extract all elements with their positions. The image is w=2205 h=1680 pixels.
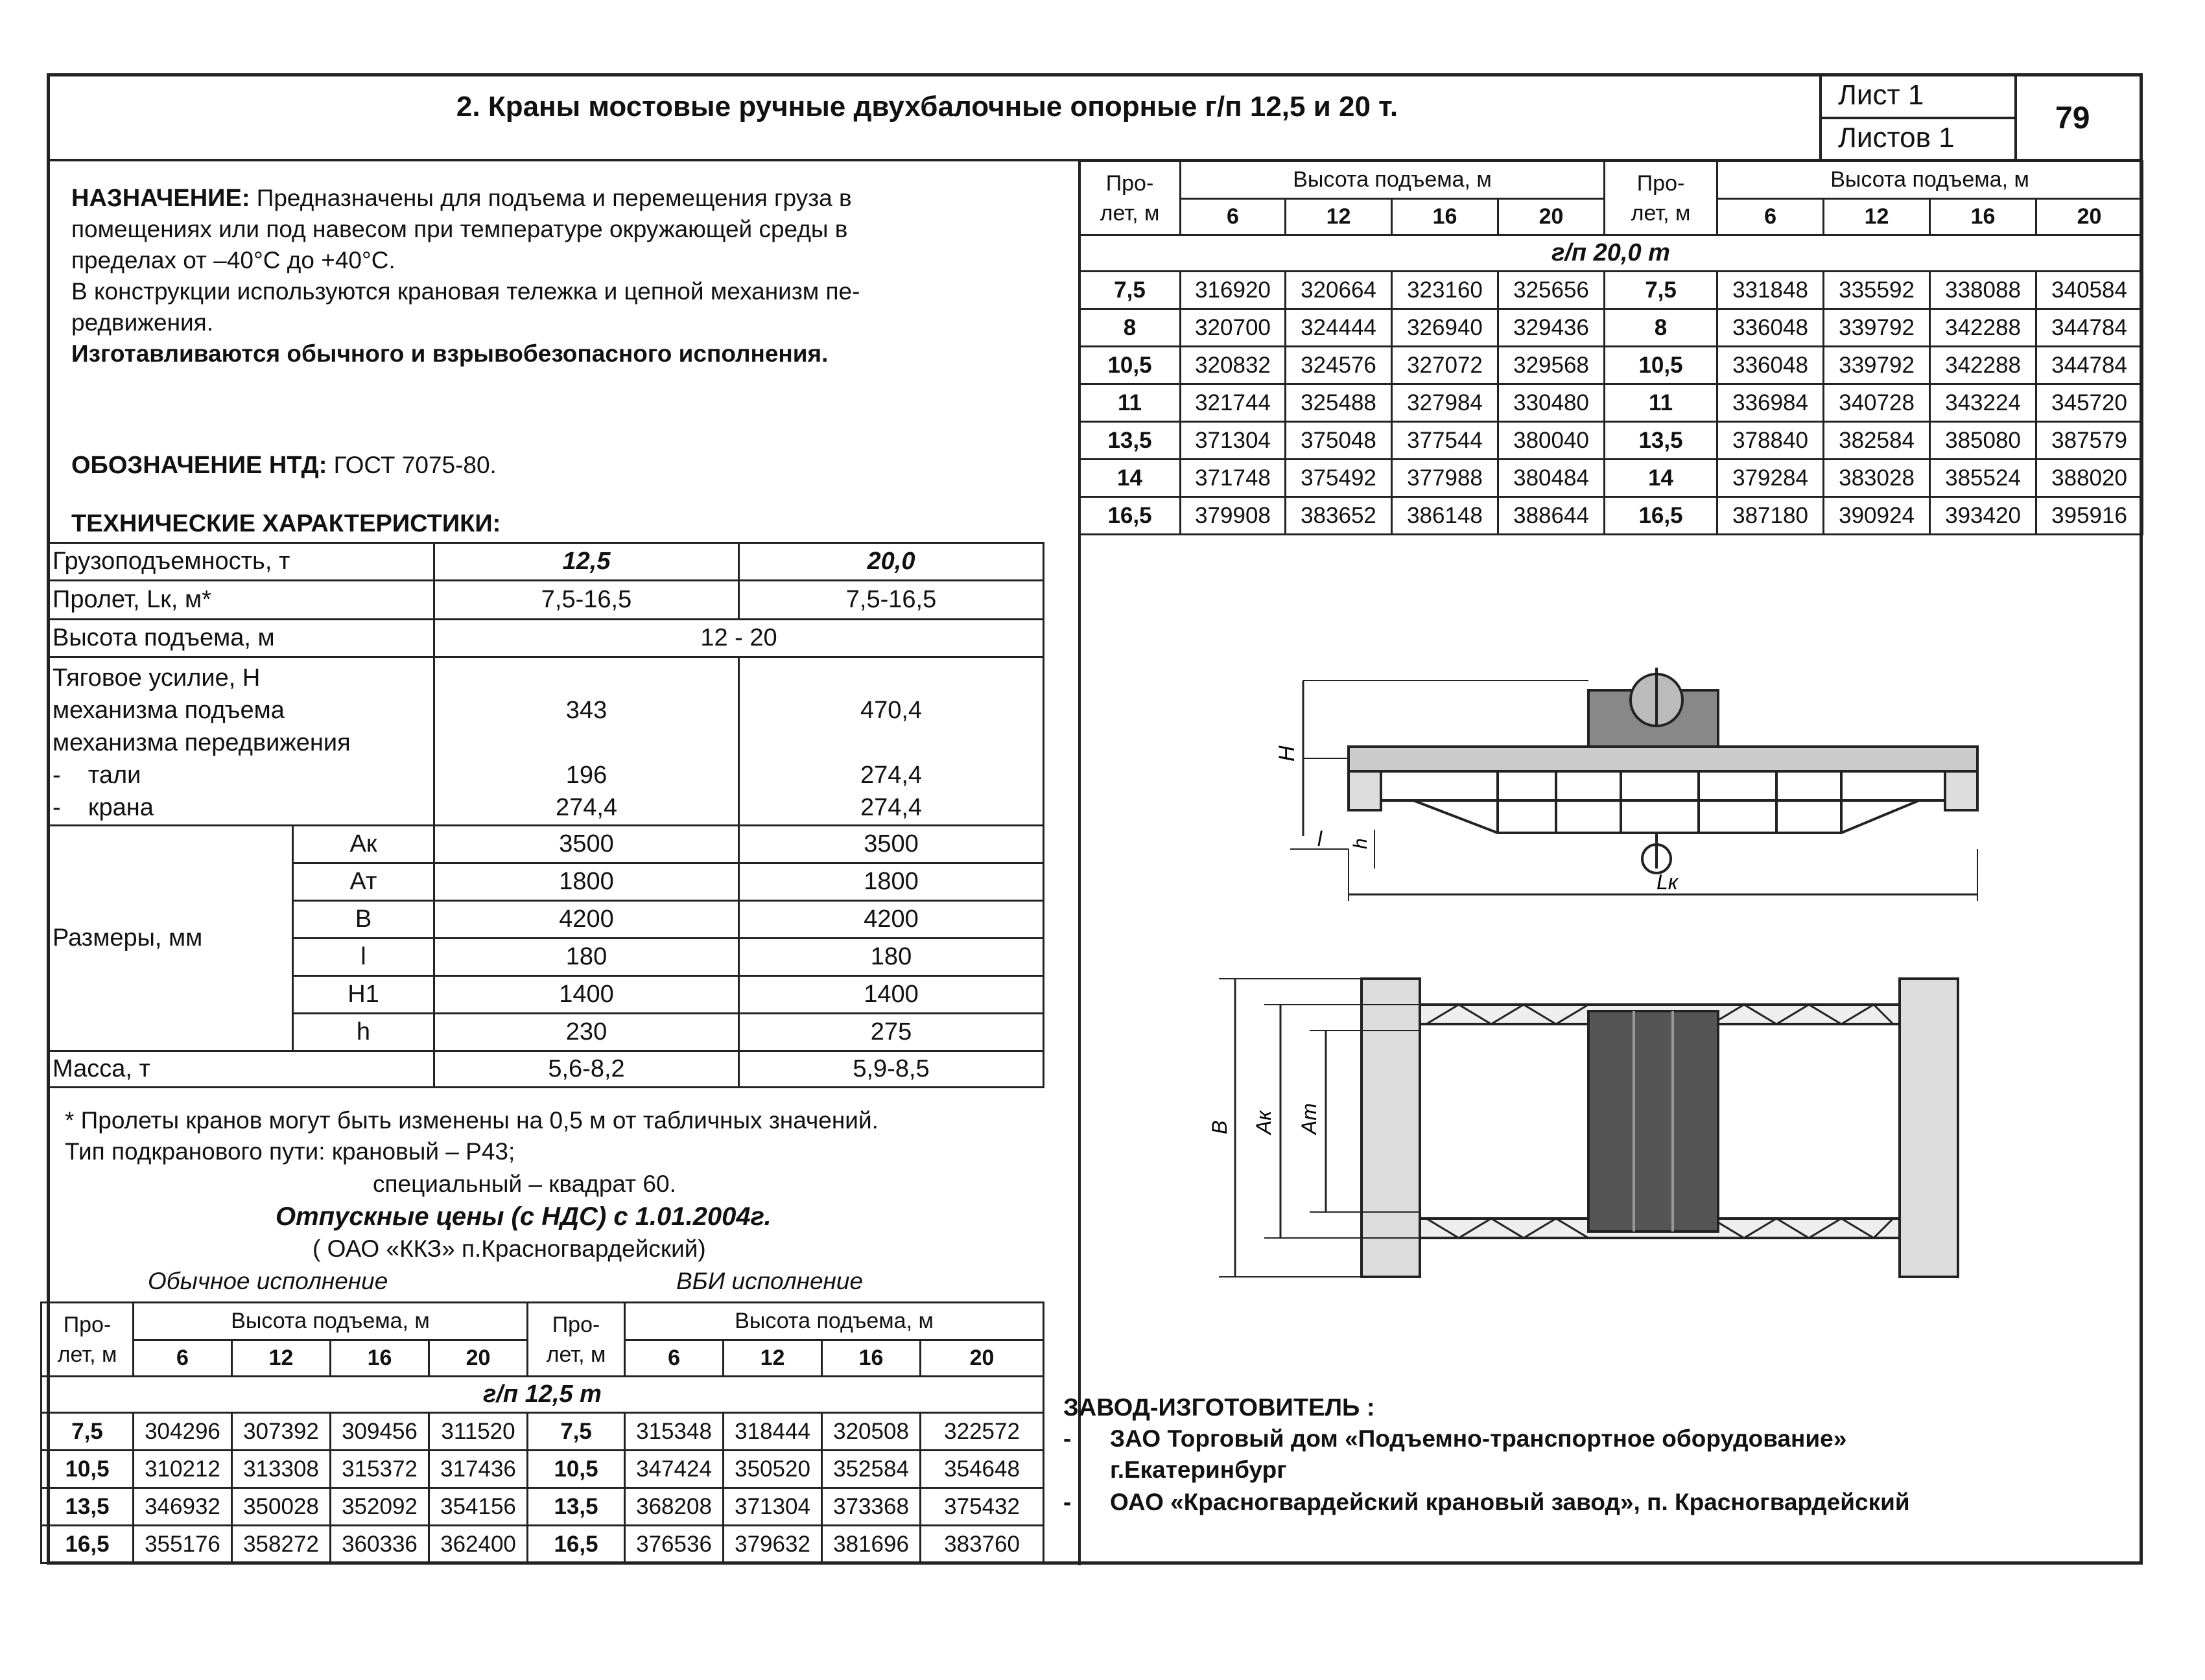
spec-value: 343	[565, 697, 607, 724]
price-cell: 324576	[1286, 347, 1392, 384]
price-cell: 313308	[232, 1451, 331, 1488]
force-values-1	[434, 657, 739, 826]
col-header-height: Высота подъема, м	[1181, 161, 1605, 199]
price-cell: 336048	[1717, 347, 1824, 384]
col-header-h: 12	[232, 1340, 331, 1377]
end-beam-right-shape	[1900, 979, 1958, 1277]
spec-label: Пролет, Lк, м*	[48, 581, 434, 620]
price-cell: 383028	[1824, 460, 1930, 497]
span-cell: 8	[1079, 309, 1181, 347]
price-cell: 395916	[2036, 497, 2143, 535]
price-cell: 342288	[1930, 347, 2036, 384]
price-rows-20	[1079, 272, 2143, 535]
spec-value: 5,6-8,2	[434, 1051, 739, 1088]
price-cell: 350520	[724, 1451, 822, 1488]
price-cell: 375432	[921, 1488, 1044, 1526]
price-cell: 324444	[1286, 309, 1392, 347]
purpose-text: Изготавливаются обычного и взрывобезопасного исполнения.	[71, 340, 829, 367]
spec-value: 274,4	[860, 762, 923, 789]
span-cell: 10,5	[528, 1451, 625, 1488]
spec-label: Высота подъема, м	[48, 620, 434, 657]
price-cell: 381696	[822, 1526, 921, 1563]
ntd-heading: ОБОЗНАЧЕНИЕ НТД:	[71, 452, 327, 479]
col-header-span: Про- лет, м	[528, 1303, 625, 1377]
price-cell: 320700	[1181, 309, 1286, 347]
spec-label: Тяговое усилие, Н	[53, 664, 261, 692]
price-cell: 344784	[2036, 309, 2143, 347]
price-cell: 327984	[1392, 384, 1498, 422]
spec-value: 12 - 20	[434, 620, 1044, 657]
sheets-count-label: Листов 1	[1838, 122, 1955, 154]
price-cell: 344784	[2036, 347, 2143, 384]
price-cell: 377544	[1392, 422, 1498, 460]
span-cell: 16,5	[1079, 497, 1181, 535]
span-cell: 10,5	[41, 1451, 134, 1488]
capacity-row-label: г/п 20,0 т	[1079, 235, 2143, 272]
purpose-text: В конструкции используются крановая тележка и цепной механизм пе-	[71, 278, 860, 305]
col-header-h: 20	[921, 1340, 1044, 1377]
price-cell: 340728	[1824, 384, 1930, 422]
span-cell: 13,5	[1605, 422, 1717, 460]
span-cell: 11	[1605, 384, 1717, 422]
price-cell: 323160	[1392, 272, 1498, 309]
price-cell: 331848	[1717, 272, 1824, 309]
tech-heading: ТЕХНИЧЕСКИЕ ХАРАКТЕРИСТИКИ:	[71, 510, 501, 537]
col-header-h: 6	[1181, 199, 1286, 235]
manufacturer-heading: ЗАВОД-ИЗГОТОВИТЕЛЬ :	[1063, 1394, 1375, 1421]
force-label-cell	[48, 657, 434, 826]
price-cell: 379908	[1181, 497, 1286, 535]
purpose-text: помещениях или под навесом при температуре окружающей среды в	[71, 216, 848, 242]
price-cell: 321744	[1181, 384, 1286, 422]
price-cell: 322572	[921, 1413, 1044, 1451]
col-header-h: 12	[724, 1340, 822, 1377]
spec-value: 274,4	[860, 794, 923, 821]
dim-label-Lk: Lк	[1657, 870, 1678, 894]
price-cell: 380484	[1498, 460, 1605, 497]
price-cell: 371304	[724, 1488, 822, 1526]
crane-top-view-drawing	[1206, 972, 1971, 1283]
spec-value: 12,5	[434, 543, 739, 581]
price-cell: 393420	[1930, 497, 2036, 535]
price-cell: 340584	[2036, 272, 2143, 309]
col-header-h: 6	[625, 1340, 724, 1377]
price-table-12-5	[40, 1301, 1044, 1564]
dim-label-At: Aт	[1297, 1103, 1321, 1134]
price-cell: 320508	[822, 1413, 921, 1451]
price-cell: 330480	[1498, 384, 1605, 422]
dim-label-h: h	[1350, 838, 1371, 849]
price-cell: 377988	[1392, 460, 1498, 497]
sheet-label: Лист 1	[1838, 79, 1924, 111]
span-cell: 16,5	[1605, 497, 1717, 535]
capacity-row-label: г/п 12,5 т	[41, 1377, 1044, 1413]
main-beam-shape	[1349, 747, 1977, 771]
manufacturer-1: ЗАО Торговый дом «Подъемно-транспортное оборудование»	[1110, 1425, 1847, 1452]
price-cell: 390924	[1824, 497, 1930, 535]
price-cell: 352092	[331, 1488, 429, 1526]
dim-label-B: B	[1208, 1120, 1231, 1134]
span-cell: 16,5	[41, 1526, 134, 1563]
span-cell: 13,5	[41, 1488, 134, 1526]
table-row	[1079, 497, 2143, 535]
price-cell: 386148	[1392, 497, 1498, 535]
span-cell: 7,5	[528, 1413, 625, 1451]
price-cell: 320664	[1286, 272, 1392, 309]
ntd-value: ГОСТ 7075-80.	[333, 452, 497, 478]
span-cell: 16,5	[528, 1526, 625, 1563]
table-row	[1079, 384, 2143, 422]
price-cell: 347424	[625, 1451, 724, 1488]
price-cell: 371304	[1181, 422, 1286, 460]
purpose-text: редвижения.	[71, 309, 214, 336]
price-rows-12-5	[41, 1413, 1044, 1563]
price-cell: 376536	[625, 1526, 724, 1563]
purpose-text: пределах от –40°С до +40°С.	[71, 247, 395, 274]
span-cell: 7,5	[41, 1413, 134, 1451]
price-cell: 309456	[331, 1413, 429, 1451]
price-cell: 388644	[1498, 497, 1605, 535]
span-cell: 11	[1079, 384, 1181, 422]
dim-value: 275	[739, 1014, 1044, 1051]
dim-value: 3500	[434, 826, 739, 863]
price-cell: 383760	[921, 1526, 1044, 1563]
price-cell: 311520	[429, 1413, 528, 1451]
price-cell: 315348	[625, 1413, 724, 1451]
col-header-h: 16	[1930, 199, 2036, 235]
table-row	[41, 1451, 1044, 1488]
price-cell: 379632	[724, 1526, 822, 1563]
price-cell: 329436	[1498, 309, 1605, 347]
price-cell: 383652	[1286, 497, 1392, 535]
normal-version-label: Обычное исполнение	[148, 1268, 388, 1294]
col-header-h: 20	[429, 1340, 528, 1377]
col-header-height: Высота подъема, м	[1717, 161, 2143, 199]
price-cell: 380040	[1498, 422, 1605, 460]
purpose-text: Предназначены для подъема и перемещения груза в	[256, 185, 852, 211]
price-cell: 379284	[1717, 460, 1824, 497]
span-cell: 10,5	[1079, 347, 1181, 384]
table-row	[1079, 460, 2143, 497]
table-row	[1079, 272, 2143, 309]
col-header-h: 16	[1392, 199, 1498, 235]
col-header-h: 20	[2036, 199, 2143, 235]
spec-value: 196	[565, 762, 607, 789]
spec-value: 7,5-16,5	[739, 581, 1044, 620]
price-cell: 373368	[822, 1488, 921, 1526]
sheet-divider	[1819, 117, 2015, 119]
tech-specs-table	[47, 542, 1044, 1088]
manufacturer-2: ОАО «Красногвардейский крановый завод», п. Красногвардейский	[1110, 1489, 1910, 1515]
price-cell: 335592	[1824, 272, 1930, 309]
end-beam-left-shape	[1362, 979, 1420, 1277]
spec-value: 274,4	[555, 794, 618, 821]
price-cell: 343224	[1930, 384, 2036, 422]
price-cell: 362400	[429, 1526, 528, 1563]
note-spans: * Пролеты кранов могут быть изменены на 0,5 м от табличных значений.	[65, 1107, 878, 1134]
price-cell: 355176	[134, 1526, 232, 1563]
col-header-h: 16	[822, 1340, 921, 1377]
price-cell: 316920	[1181, 272, 1286, 309]
col-header-h: 20	[1498, 199, 1605, 235]
dim-value: 180	[739, 939, 1044, 976]
manufacturer-dash: -	[1063, 1489, 1072, 1515]
price-cell: 310212	[134, 1451, 232, 1488]
price-cell: 304296	[134, 1413, 232, 1451]
price-cell: 325488	[1286, 384, 1392, 422]
table-row	[41, 1488, 1044, 1526]
crane-side-view-drawing	[1275, 655, 1984, 927]
table-row	[41, 1413, 1044, 1451]
dim-value: 1800	[739, 863, 1044, 901]
price-cell: 378840	[1717, 422, 1824, 460]
spec-label: Масса, т	[48, 1051, 434, 1088]
purpose-block	[71, 183, 1044, 369]
span-cell: 13,5	[1079, 422, 1181, 460]
table-row	[1079, 309, 2143, 347]
price-cell: 375048	[1286, 422, 1392, 460]
span-cell: 10,5	[1605, 347, 1717, 384]
spec-value: 470,4	[860, 697, 923, 724]
col-header-height: Высота подъема, м	[625, 1303, 1044, 1340]
dim-value: 180	[434, 939, 739, 976]
trolley-top-shape	[1588, 1011, 1718, 1231]
price-cell: 350028	[232, 1488, 331, 1526]
span-cell: 14	[1605, 460, 1717, 497]
table-row	[1079, 347, 2143, 384]
dim-value: 3500	[739, 826, 1044, 863]
spec-value: 20,0	[739, 543, 1044, 581]
price-cell: 388020	[2036, 460, 2143, 497]
price-source: ( ОАО «ККЗ» п.Красногвардейский)	[312, 1235, 706, 1262]
col-header-span: Про- лет, м	[41, 1303, 134, 1377]
vbi-version-label: ВБИ исполнение	[676, 1268, 864, 1294]
col-header-height: Высота подъема, м	[134, 1303, 528, 1340]
price-cell: 339792	[1824, 347, 1930, 384]
price-title: Отпускные цены (с НДС) с 1.01.2004г.	[276, 1202, 772, 1231]
price-cell: 339792	[1824, 309, 1930, 347]
spec-label: механизма подъема	[53, 697, 285, 724]
dim-label-l: l	[1317, 827, 1323, 850]
price-cell: 387180	[1717, 497, 1824, 535]
manufacturer-1-city: г.Екатеринбург	[1110, 1456, 1287, 1483]
ntd-line	[71, 450, 497, 481]
span-cell: 7,5	[1605, 272, 1717, 309]
dim-value: 1400	[739, 976, 1044, 1014]
dim-key: h	[293, 1014, 434, 1051]
price-table-20	[1078, 160, 2143, 535]
price-cell: 368208	[625, 1488, 724, 1526]
table-row	[1079, 422, 2143, 460]
price-cell: 354156	[429, 1488, 528, 1526]
dim-key: В	[293, 901, 434, 939]
price-cell: 317436	[429, 1451, 528, 1488]
col-header-h: 6	[1717, 199, 1824, 235]
price-cell: 360336	[331, 1526, 429, 1563]
spec-label: - крана	[53, 794, 154, 821]
spec-label: Размеры, мм	[48, 826, 293, 1051]
note-rail-special: специальный – квадрат 60.	[373, 1171, 676, 1197]
force-values-2	[739, 657, 1044, 826]
price-cell: 352584	[822, 1451, 921, 1488]
price-cell: 320832	[1181, 347, 1286, 384]
price-cell: 345720	[2036, 384, 2143, 422]
spec-label: механизма передвижения	[53, 729, 351, 756]
dim-key: Ат	[293, 863, 434, 901]
dim-label-H: H	[1275, 745, 1299, 762]
price-cell: 375492	[1286, 460, 1392, 497]
price-cell: 325656	[1498, 272, 1605, 309]
price-cell: 336984	[1717, 384, 1824, 422]
note-rail: Тип подкранового пути: крановый – Р43;	[65, 1138, 515, 1165]
price-cell: 342288	[1930, 309, 2036, 347]
price-cell: 318444	[724, 1413, 822, 1451]
price-cell: 387579	[2036, 422, 2143, 460]
page-number: 79	[2055, 101, 2090, 135]
dim-key: l	[293, 939, 434, 976]
price-cell: 307392	[232, 1413, 331, 1451]
price-cell: 346932	[134, 1488, 232, 1526]
spec-value: 7,5-16,5	[434, 581, 739, 620]
dim-value: 4200	[739, 901, 1044, 939]
col-header-h: 12	[1286, 199, 1392, 235]
col-header-span: Про- лет, м	[1605, 161, 1717, 235]
price-cell: 326940	[1392, 309, 1498, 347]
price-cell: 385080	[1930, 422, 2036, 460]
spec-label: Грузоподъемность, т	[48, 543, 434, 581]
price-cell: 382584	[1824, 422, 1930, 460]
price-cell: 329568	[1498, 347, 1605, 384]
price-cell: 338088	[1930, 272, 2036, 309]
price-cell: 371748	[1181, 460, 1286, 497]
col-header-h: 6	[134, 1340, 232, 1377]
page-title: 2. Краны мостовые ручные двухбалочные опорные г/п 12,5 и 20 т.	[456, 91, 1398, 122]
col-header-h: 16	[331, 1340, 429, 1377]
col-header-h: 12	[1824, 199, 1930, 235]
manufacturer-dash: -	[1063, 1425, 1072, 1452]
price-cell: 336048	[1717, 309, 1824, 347]
span-cell: 14	[1079, 460, 1181, 497]
spec-value: 5,9-8,5	[739, 1051, 1044, 1088]
price-cell: 358272	[232, 1526, 331, 1563]
dim-label-Ak: Aк	[1252, 1110, 1275, 1134]
span-cell: 8	[1605, 309, 1717, 347]
purpose-heading: НАЗНАЧЕНИЕ:	[71, 185, 250, 212]
dim-value: 1800	[434, 863, 739, 901]
dim-value: 4200	[434, 901, 739, 939]
dim-value: 230	[434, 1014, 739, 1051]
price-cell: 315372	[331, 1451, 429, 1488]
spec-label: - тали	[53, 762, 141, 789]
span-cell: 7,5	[1079, 272, 1181, 309]
col-header-span: Про- лет, м	[1079, 161, 1181, 235]
price-cell: 327072	[1392, 347, 1498, 384]
dim-key: H1	[293, 976, 434, 1014]
dim-value: 1400	[434, 976, 739, 1014]
price-cell: 385524	[1930, 460, 2036, 497]
price-cell: 354648	[921, 1451, 1044, 1488]
dim-key: Ак	[293, 826, 434, 863]
table-row	[41, 1526, 1044, 1563]
span-cell: 13,5	[528, 1488, 625, 1526]
